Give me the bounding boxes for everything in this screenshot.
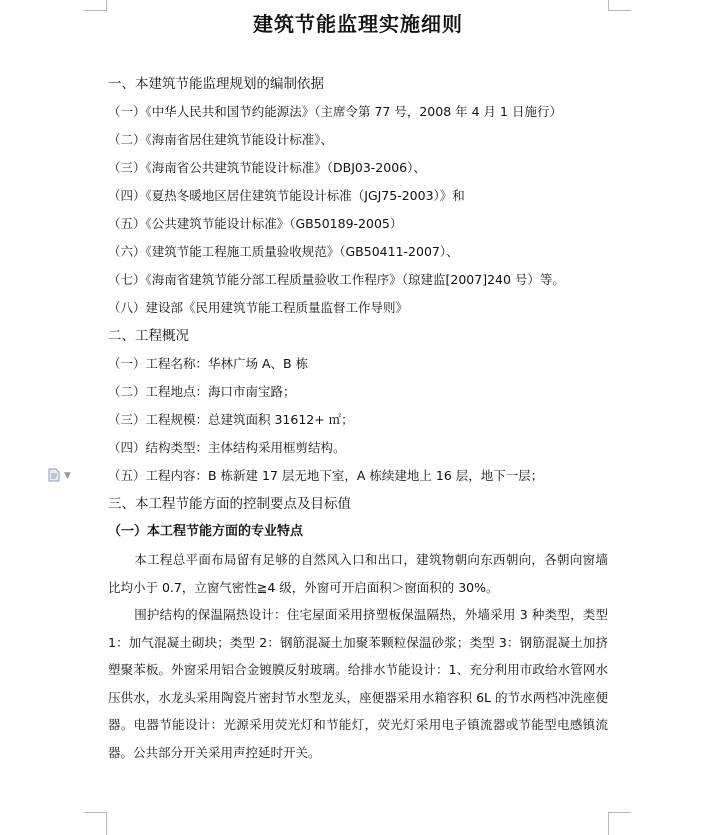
chevron-down-icon[interactable]: ▼ xyxy=(64,471,71,481)
basis-item-5: （五）《公共建筑节能设计标准》（GB50189-2005） xyxy=(108,216,403,231)
document-icon[interactable] xyxy=(47,468,61,482)
basis-item-4: （四）《夏热冬暖地区居住建筑节能设计标准（JGJ75-2003）》和 xyxy=(108,188,465,203)
overview-item-5: （五）工程内容：B 栋新建 17 层无地下室，A 栋续建地上 16 层，地下一层； xyxy=(108,468,544,483)
paragraph-envelope-text: 围护结构的保温隔热设计：住宅屋面采用挤塑板保温隔热，外墙采用 3 种类型，类型 1：加气混凝土砌块；类型 2：钢筋混凝土加聚苯颗粒保温砂浆；类型 3：钢筋混凝土加挤塑聚苯板。外窗采用铝合金镀膜反射玻璃。给排水节能设计：1、充分利用市政给水管网水压供水，水龙头采用陶瓷片密封节水型龙头，座便器采用水箱容积 6L 的节水两档冲洗座便器。电器节能设计：光源采用荧光灯和节能灯，荧光灯采用电子镇流器或节能型电感镇流器。公共部分开关采用声控延时开关。 xyxy=(108,607,608,760)
section3-subheading: （一）本工程节能方面的专业特点 xyxy=(108,524,304,539)
document-title: 建筑节能监理实施细则 xyxy=(253,12,463,36)
margin-corner-bottom-right xyxy=(608,812,631,835)
basis-item-1: （一）《中华人民共和国节约能源法》（主席令第 77 号，2008 年 4 月 1 日施行） xyxy=(108,104,562,119)
overview-item-3: （三）工程规模：总建筑面积 31612+ ㎡； xyxy=(108,412,354,427)
section1-heading: 一、本建筑节能监理规划的编制依据 xyxy=(108,76,324,92)
overview-item-2: （二）工程地点：海口市南宝路； xyxy=(108,384,296,399)
paragraph-features-text: 本工程总平面布局留有足够的自然风入口和出口，建筑物朝向东西朝向，各朝向窗墙比均小于 0.7，立窗气密性≧4 级，外窗可开启面积＞窗面积的 30%。 xyxy=(108,552,608,595)
margin-corner-bottom-left xyxy=(84,812,107,835)
section2-heading: 二、工程概况 xyxy=(108,328,189,344)
basis-item-7: （七）《海南省建筑节能分部工程质量验收工作程序》（琼建监[2007]240 号）等。 xyxy=(108,272,565,287)
basis-item-6: （六）《建筑节能工程施工质量验收规范》（GB50411-2007）、 xyxy=(108,244,459,259)
basis-item-2: （二）《海南省居住建筑节能设计标准》、 xyxy=(108,132,334,147)
section3-heading: 三、本工程节能方面的控制要点及目标值 xyxy=(108,496,351,512)
basis-item-8: （八）建设部《民用建筑节能工程质量监督工作导则》 xyxy=(108,300,409,315)
overview-item-4: （四）结构类型：主体结构采用框剪结构。 xyxy=(108,440,346,455)
paragraph-envelope xyxy=(108,601,608,767)
paragraph-features xyxy=(108,546,608,601)
basis-item-3: （三）《海南省公共建筑节能设计标准》（DBJ03-2006）、 xyxy=(108,160,426,175)
overview-item-1: （一）工程名称：华林广场 A、B 栋 xyxy=(108,356,309,371)
